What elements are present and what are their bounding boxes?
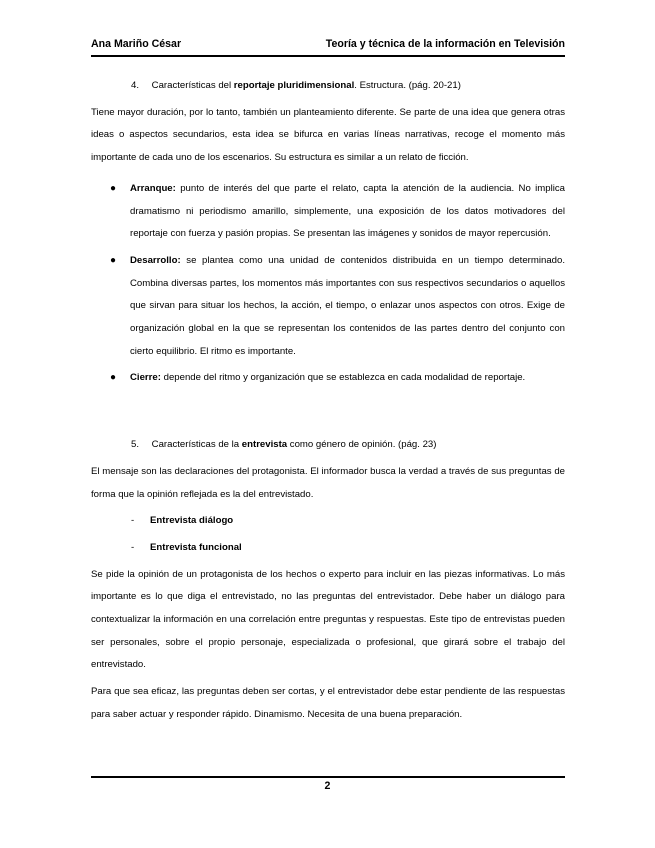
dash-marker: - [131, 541, 135, 553]
bullet-item-cierre [91, 367, 565, 390]
bullet-text: se plantea como una unidad de contenidos distribuida en un tiempo determinado. Combina diversas partes, los momentos más importantes con sus respectivos secundarios o aquellos que sirvan para situar los hechos, la acción, el tiempo, o enlazar unos aspectos con otros. Exige de organización global en la que se representan los contenidos de las partes dentro del conjunto con cierto equilibrio. El ritmo es importante. [130, 254, 565, 357]
header-rule [91, 55, 565, 57]
bullet-icon: ● [110, 182, 117, 194]
section-4-title-pre: Características del [151, 80, 234, 91]
page-header [91, 38, 565, 54]
bullet-icon: ● [110, 254, 117, 266]
bullet-item-arranque [91, 178, 565, 246]
section-4-title [91, 75, 565, 98]
section-4-intro: Tiene mayor duración, por lo tanto, también un planteamiento diferente. Se parte de una idea que genera otras ideas o aspectos secundarios, esta idea se bifurca en varias líneas narrativas, recoge el momento más importante de cada uno de los escenarios. Su estructura es similar a un relato de ficción. [91, 106, 565, 164]
spacer [91, 412, 565, 434]
section-5-paragraph-1: Se pide la opinión de un protagonista de los hechos o experto para incluir en las piezas informativas. Lo más importante es lo que diga el entrevistado, no las preguntas del entrevistador. Debe haber un diálogo para contextualizar la información en una correlación entre preguntas y respuestas. Este tipo de entrevistas pueden ser personales, sobre el propio personaje, especializada o profesional, que girará sobre el trabajo del entrevistado. [91, 568, 565, 671]
interview-type-dialogo [91, 510, 565, 533]
bullet-term: Cierre: [130, 372, 161, 384]
interview-type-funcional [91, 537, 565, 560]
bullet-term: Desarrollo: [130, 254, 181, 266]
section-5-title-post: como género de opinión. (pág. 23) [287, 439, 437, 451]
bullet-text: depende del ritmo y organización que se establezca en cada modalidad de reportaje. [160, 372, 526, 384]
bullet-item-desarrollo [91, 250, 565, 364]
header-author: Ana Mariño César [91, 38, 182, 50]
interview-type-label: Entrevista diálogo [150, 515, 234, 527]
section-5-title-bold: entrevista [241, 439, 288, 451]
dash-marker: - [131, 515, 135, 527]
section-5-paragraph-2: Para que sea eficaz, las preguntas deben ser cortas, y el entrevistador debe estar pendiente de las respuestas para saber actuar y responder rápido. Dinamismo. Necesita de una buena preparación. [91, 686, 565, 720]
section-5-intro: El mensaje son las declaraciones del protagonista. El informador busca la verdad a través de sus preguntas de forma que la opinión reflejada es la del entrevistado. [91, 465, 565, 500]
page-number: 2 [324, 780, 331, 792]
bullet-term: Arranque: [130, 182, 176, 194]
spacer [91, 390, 565, 412]
interview-type-label: Entrevista funcional [150, 541, 242, 553]
bullet-icon: ● [110, 372, 117, 384]
page-content [91, 75, 565, 727]
section-5-title [91, 434, 565, 457]
header-course: Teoría y técnica de la información en Televisión [325, 38, 565, 50]
section-4-title-post: . Estructura. (pág. 20-21) [354, 80, 461, 91]
footer-rule [91, 776, 565, 778]
bullet-text: punto de interés del que parte el relato, capta la atención de la audiencia. No implica dramatismo ni periodismo amarillo, simplemente, una exposición de los datos motivadores del reportaje con fuerza y pasión propias. Se presentan las imágenes y sonidos de mayor repercusión. [130, 182, 565, 240]
section-4-title-bold: reportaje pluridimensional [233, 80, 355, 91]
spacer [91, 170, 565, 178]
section-5-number: 5. [131, 439, 140, 451]
section-5-title-pre: Características de la [151, 439, 242, 451]
section-4-number: 4. [131, 80, 140, 91]
